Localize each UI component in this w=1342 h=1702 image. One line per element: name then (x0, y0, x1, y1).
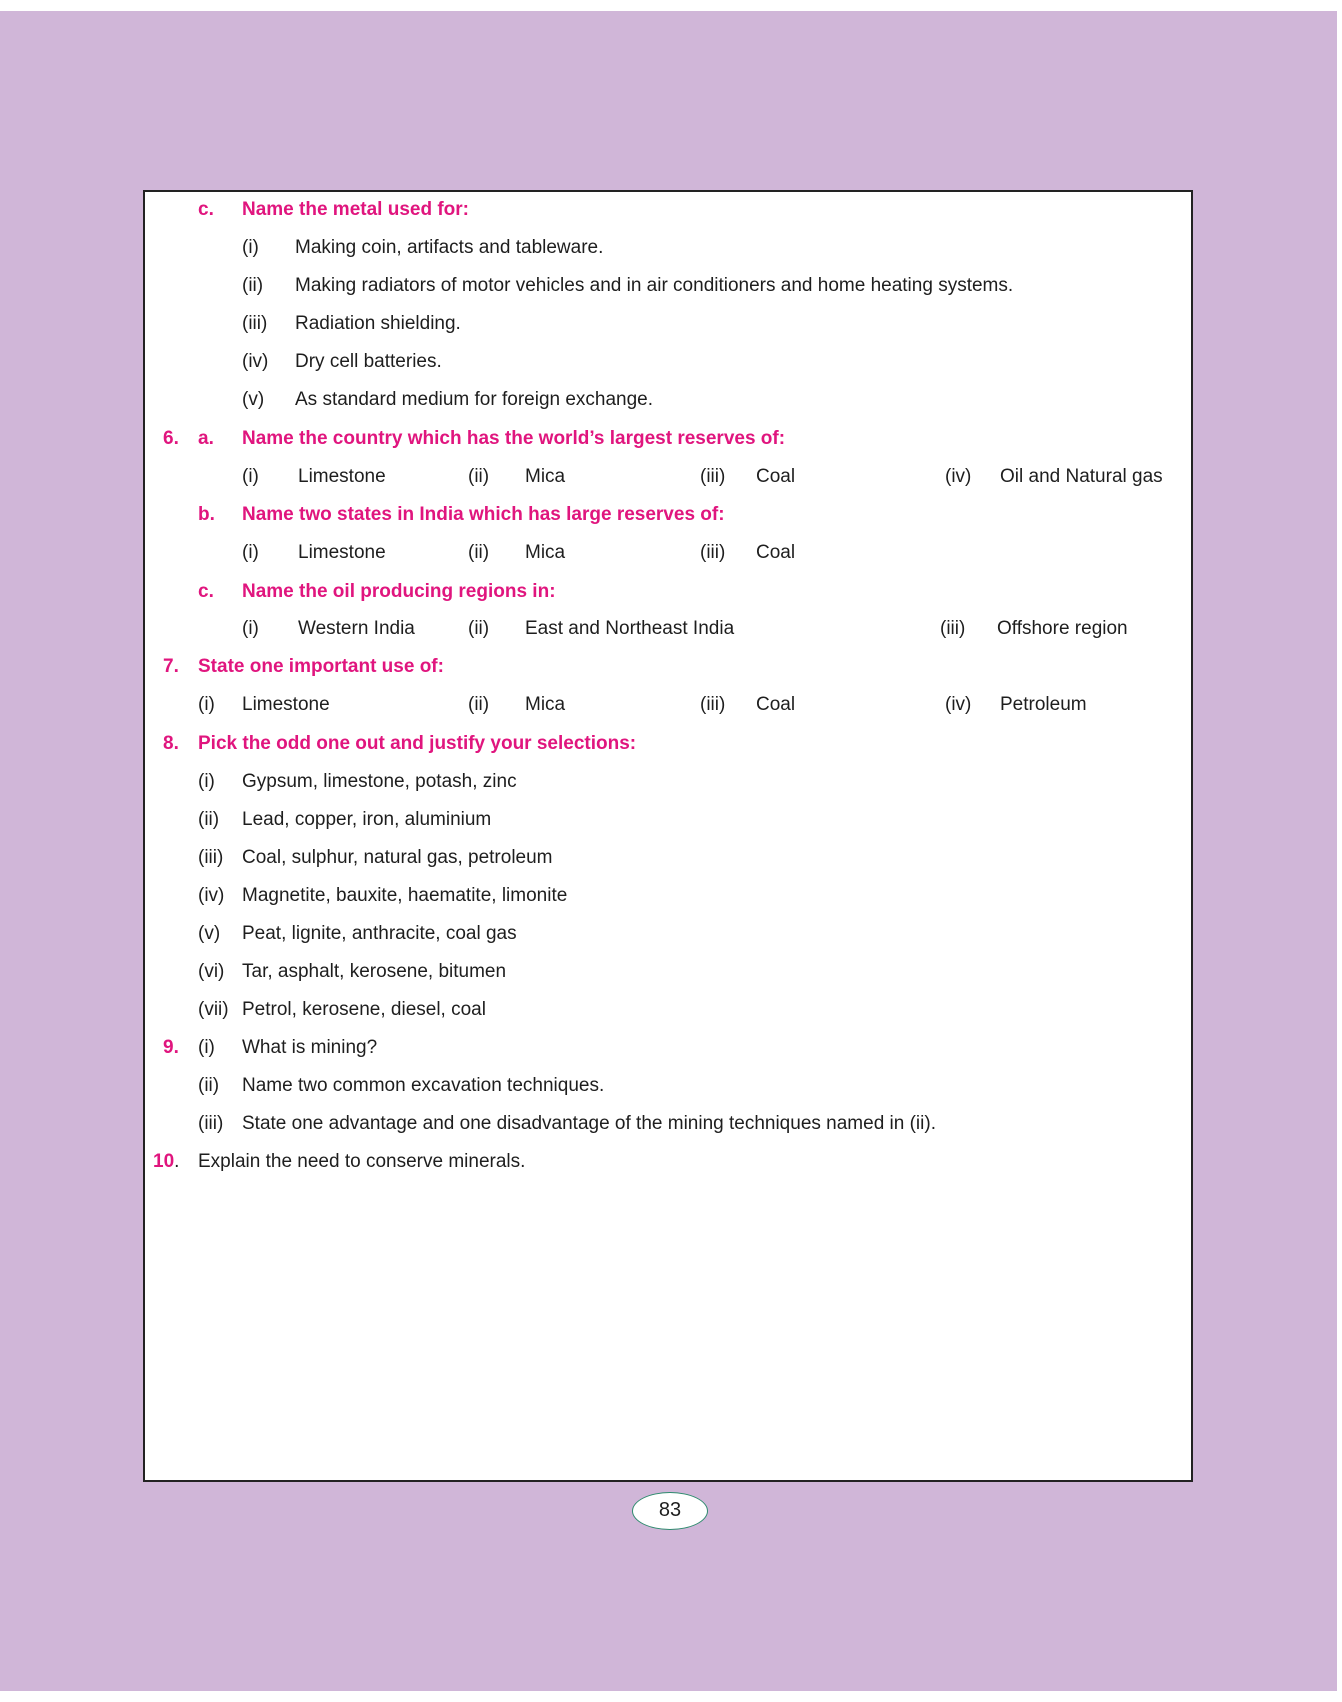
q5c-item-1-text: Making coin, artifacts and tableware. (295, 237, 604, 258)
q6b-item-2-num: (ii) (468, 542, 490, 563)
q6c-item-1-num: (i) (242, 618, 259, 639)
q6a-item-4-num: (iv) (945, 466, 972, 487)
q6c-heading: Name the oil producing regions in: (242, 581, 556, 602)
q8-item-1-text: Gypsum, limestone, potash, zinc (242, 771, 517, 792)
q6a-marker: a. (198, 428, 214, 449)
q9-item-2-num: (ii) (198, 1075, 220, 1096)
q6c-item-3-num: (iii) (940, 618, 966, 639)
q7-item-4-text: Petroleum (1000, 694, 1087, 715)
q8-item-6-text: Tar, asphalt, kerosene, bitumen (242, 961, 507, 982)
q10-text: Explain the need to conserve minerals. (198, 1151, 526, 1172)
q8-heading: Pick the odd one out and justify your selections: (198, 733, 637, 754)
q7-number: 7. (163, 656, 179, 677)
q6c-item-3-text: Offshore region (997, 618, 1128, 639)
q8-number: 8. (163, 733, 179, 754)
q6c-item-2-text: East and Northeast India (525, 618, 735, 639)
q5c-item-1-num: (i) (242, 237, 259, 258)
q6b-item-1-num: (i) (242, 542, 259, 563)
q10-dot: . (174, 1151, 180, 1172)
q9-item-3-text: State one advantage and one disadvantage of the mining techniques named in (ii). (242, 1113, 936, 1134)
q8-item-2-num: (ii) (198, 809, 220, 830)
q5c-item-3-num: (iii) (242, 313, 268, 334)
q5c-heading: Name the metal used for: (242, 199, 469, 220)
q7-item-4-num: (iv) (945, 694, 972, 715)
q5c-item-4-text: Dry cell batteries. (295, 351, 442, 372)
q6b-marker: b. (198, 504, 215, 525)
q6b-item-3-num: (iii) (700, 542, 726, 563)
q5c-item-2-num: (ii) (242, 275, 264, 296)
q6a-item-3-num: (iii) (700, 466, 726, 487)
q8-item-3-text: Coal, sulphur, natural gas, petroleum (242, 847, 553, 868)
q5c-item-4-num: (iv) (242, 351, 269, 372)
q5c-item-2-text: Making radiators of motor vehicles and in air conditioners and home heating systems. (295, 275, 1014, 296)
q7-item-3-num: (iii) (700, 694, 726, 715)
q6c-item-1-text: Western India (298, 618, 415, 639)
q8-item-7-num: (vii) (198, 999, 229, 1020)
q8-item-6-num: (vi) (198, 961, 225, 982)
q8-item-2-text: Lead, copper, iron, aluminium (242, 809, 492, 830)
q10-number: 10 (153, 1151, 175, 1172)
q6b-item-1-text: Limestone (298, 542, 386, 563)
q5c-item-3-text: Radiation shielding. (295, 313, 461, 334)
q7-heading: State one important use of: (198, 656, 444, 677)
q8-item-4-text: Magnetite, bauxite, haematite, limonite (242, 885, 568, 906)
q8-item-7-text: Petrol, kerosene, diesel, coal (242, 999, 486, 1020)
q6c-item-2-num: (ii) (468, 618, 490, 639)
q8-item-1-num: (i) (198, 771, 215, 792)
q5c-item-5-num: (v) (242, 389, 265, 410)
content-frame (143, 190, 1193, 1482)
q6a-item-4-text: Oil and Natural gas (1000, 466, 1163, 487)
q9-item-2-text: Name two common excavation techniques. (242, 1075, 605, 1096)
q6-number: 6. (163, 428, 179, 449)
q9-number: 9. (163, 1037, 179, 1058)
q8-item-5-text: Peat, lignite, anthracite, coal gas (242, 923, 517, 944)
q6a-heading: Name the country which has the world’s largest reserves of: (242, 428, 786, 449)
q7-item-2-text: Mica (525, 694, 566, 715)
q6a-item-1-num: (i) (242, 466, 259, 487)
q10-number-group (153, 1150, 179, 1174)
q9-item-1-text: What is mining? (242, 1037, 378, 1058)
q5c-marker: c. (198, 199, 214, 220)
q6a-item-3-text: Coal (756, 466, 796, 487)
q7-item-3-text: Coal (756, 694, 796, 715)
q6a-item-2-num: (ii) (468, 466, 490, 487)
q6a-item-2-text: Mica (525, 466, 566, 487)
q9-item-1-num: (i) (198, 1037, 215, 1058)
q7-item-1-text: Limestone (242, 694, 330, 715)
q6c-marker: c. (198, 581, 214, 602)
q6b-item-2-text: Mica (525, 542, 566, 563)
q5c-item-5-text: As standard medium for foreign exchange. (295, 389, 654, 410)
page-number: 83 (632, 1492, 708, 1530)
q7-item-1-num: (i) (198, 694, 215, 715)
q6b-item-3-text: Coal (756, 542, 796, 563)
q8-item-3-num: (iii) (198, 847, 224, 868)
q8-item-5-num: (v) (198, 923, 221, 944)
q6a-item-1-text: Limestone (298, 466, 386, 487)
q9-item-3-num: (iii) (198, 1113, 224, 1134)
q6b-heading: Name two states in India which has large reserves of: (242, 504, 725, 525)
q8-item-4-num: (iv) (198, 885, 225, 906)
q7-item-2-num: (ii) (468, 694, 490, 715)
